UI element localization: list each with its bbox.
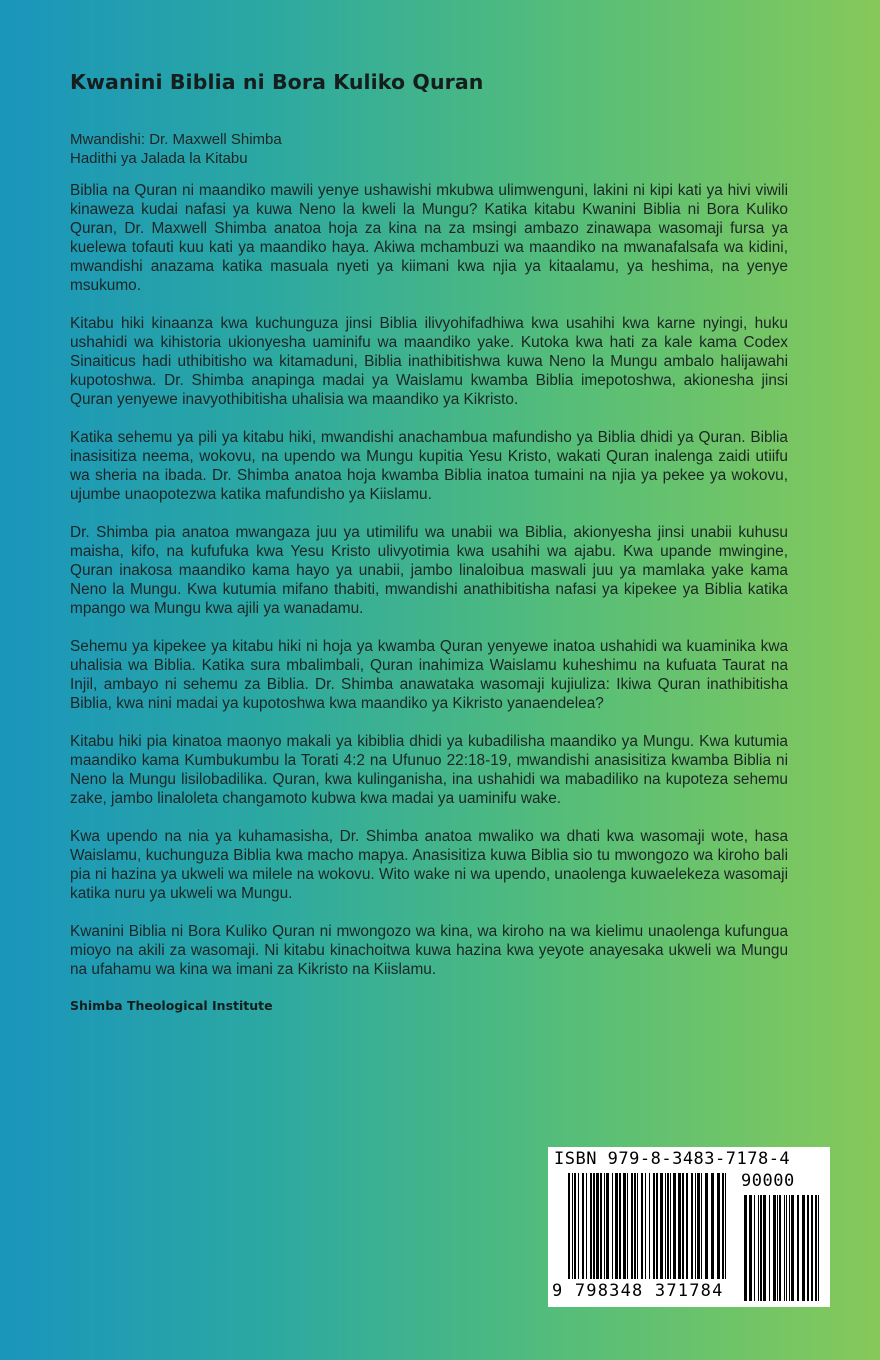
barcode-bar <box>645 1173 646 1279</box>
barcode-bar <box>807 1195 809 1301</box>
barcode-bar <box>711 1173 714 1279</box>
barcode-bar <box>682 1173 684 1279</box>
paragraph-3: Katika sehemu ya pili ya kitabu hiki, mwandishi anachambua mafundisho ya Biblia dhidi ya Quran. Biblia inasisitiza neema, wokovu, na upendo wa Mungu kupitia Yesu Kristo, wakati Quran inalenga zaidi utiifu wa sheria na ibada. Dr. Shimba anatoa hoja kwamba Biblia inatoa tumaini na njia ya pekee ya wokovu, ujumbe unaopotezwa katika mafundisho ya Kiislamu. <box>70 429 788 503</box>
barcode-bar <box>586 1173 587 1279</box>
barcode-bar <box>596 1173 599 1279</box>
barcode-bar <box>572 1173 573 1279</box>
barcode-bar <box>769 1195 770 1301</box>
paragraph-7: Kwa upendo na nia ya kuhamasisha, Dr. Shimba anatoa mwaliko wa dhati kwa wasomaji wote, hasa Waislamu, kuchunguza Biblia kwa macho mapya. Anasisitiza kuwa Biblia sio tu mwongozo wa kiroho bali pia ni hazina ya ukweli wa milele na wokovu. Wito wake ni wa upendo, unaolenga kuwaelekeza wasomaji katika nuru ya ukweli wa Mungu. <box>70 828 788 902</box>
barcode-bar <box>717 1173 720 1279</box>
barcode-bar <box>749 1195 752 1301</box>
barcode-bar <box>722 1173 724 1279</box>
barcode-bar <box>627 1173 628 1279</box>
barcode-bar <box>670 1173 671 1279</box>
barcode-bar <box>660 1173 663 1279</box>
barcode-bar <box>653 1173 655 1279</box>
barcode-bar <box>634 1173 636 1279</box>
barcode-bar <box>695 1173 696 1279</box>
barcode-bar <box>623 1173 626 1279</box>
barcode-bar <box>701 1173 702 1279</box>
barcode-bar <box>705 1173 708 1279</box>
barcode-bar <box>797 1195 799 1301</box>
barcode-bar <box>760 1195 762 1301</box>
barcode-bar <box>818 1195 819 1301</box>
barcode-bar <box>665 1173 666 1279</box>
barcode-bar <box>815 1195 817 1301</box>
barcode-bar <box>604 1173 605 1279</box>
barcode-bar <box>777 1195 778 1301</box>
barcode-bar <box>697 1173 700 1279</box>
barcode-bar <box>649 1173 650 1279</box>
barcode-bar <box>578 1173 579 1279</box>
isbn-label: ISBN 979-8-3483-7178-4 <box>554 1149 791 1169</box>
barcode-bar <box>791 1195 794 1301</box>
barcode-bar <box>637 1173 638 1279</box>
paragraph-1: Biblia na Quran ni maandiko mawili yenye ushawishi mkubwa ulimwenguni, lakini ni kipi kati ya hivi viwili kinaweza kudai nafasi ya kuwa Neno la kweli la Mungu? Katika kitabu Kwanini Biblia ni Bora Kuliko Quran, Dr. Maxwell Shimba anatoa hoja za kina na za msingi ambazo zinawapa wasomaji fursa ya kuelewa tofauti kuu kati ya maandiko haya. Akiwa mchambuzi wa maandiko na mwanafalsafa wa kidini, mwandishi anazama katika masuala nyeti ya kiimani kwa njia ya kitaalamu, ya heshima, na yenye msukumo. <box>70 182 788 294</box>
barcode-bar <box>631 1173 633 1279</box>
barcode-bar <box>590 1173 592 1279</box>
price-code: 90000 <box>741 1171 795 1191</box>
barcode-bar <box>786 1195 787 1301</box>
barcode-bar <box>691 1173 693 1279</box>
ean-digits: 9 798348 371784 <box>552 1281 724 1301</box>
barcode-bar <box>811 1195 813 1301</box>
isbn-barcode <box>548 1147 830 1307</box>
barcode-bar <box>758 1195 759 1301</box>
paragraph-8: Kwanini Biblia ni Bora Kuliko Quran ni mwongozo wa kina, wa kiroho na wa kielimu unaolenga kufungua mioyo na akili za wasomaji. Ni kitabu kinachoitwa kuwa hazina kwa yeyote anayesaka ukweli wa Mungu na ufahamu wa kina wa imani za Kikristo na Kiislamu. <box>70 923 788 978</box>
book-title: Kwanini Biblia ni Bora Kuliko Quran <box>70 70 484 94</box>
barcode-bar <box>593 1173 595 1279</box>
barcode-bar <box>606 1173 609 1279</box>
barcode-bar <box>641 1173 643 1279</box>
author-block <box>70 130 788 168</box>
barcode-bar <box>725 1173 726 1279</box>
barcode-bar <box>673 1173 676 1279</box>
barcode-bar <box>779 1195 781 1301</box>
barcode-bar <box>600 1173 602 1279</box>
author-line: Mwandishi: Dr. Maxwell Shimba <box>70 131 282 148</box>
subtitle-line: Hadithi ya Jalada la Kitabu <box>70 150 248 167</box>
paragraph-2: Kitabu hiki kinaanza kwa kuchunguza jinsi Biblia ilivyohifadhiwa kwa usahihi kwa karne nyingi, huku ushahidi wa kihistoria ukionyesha uaminifu wa maandiko yake. Kutoka kwa hati za kale kama Codex Sinaiticus hadi uthibitisho wa kitamaduni, Biblia inathibitishwa kuwa Neno la Mungu ambalo halijawahi kupotoshwa. Dr. Shimba anapinga madai ya Waislamu kwamba Biblia imepotoshwa, akionesha jinsi Quran yenyewe inavyothibitisha uhalisia wa maandiko ya Kikristo. <box>70 315 788 408</box>
barcode-bar <box>784 1195 785 1301</box>
back-cover-text <box>70 70 788 1013</box>
barcode-bar <box>744 1195 747 1301</box>
barcode-bar <box>789 1195 790 1301</box>
barcode-bar <box>582 1173 584 1279</box>
paragraph-4: Dr. Shimba pia anatoa mwangaza juu ya utimilifu wa unabii wa Biblia, akionyesha jinsi unabii kuhusu maisha, kifo, na kufufuka kwa Yesu Kristo ulivyotimia kwa usahihi wa ajabu. Kwa upande mwingine, Quran inakosa maandiko kama hayo ya unabii, jambo linaloibua maswali juu ya mamlaka yake kama Neno la Mungu. Kwa kutumia mifano thabiti, mwandishi anathibitisha nafasi ya kipekee ya Biblia katika mpango wa Mungu kwa ajili ya wanadamu. <box>70 524 788 617</box>
barcode-bar <box>678 1173 681 1279</box>
barcode-bar <box>619 1173 621 1279</box>
barcode-bar <box>615 1173 618 1279</box>
publisher-name: Shimba Theological Institute <box>70 998 273 1013</box>
paragraph-6: Kitabu hiki pia kinatoa maonyo makali ya kibiblia dhidi ya kubadilisha maandiko ya Mungu. Kwa kutumia maandiko kama Kumbukumbu la Torati 4:2 na Ufunuo 22:18-19, mwandishi anasisitiza kwamba Biblia ni Neno la Mungu lisilobadilika. Quran, kwa kulinganisha, ina ushahidi wa mabadiliko na kupoteza sehemu zake, jambo linaloleta changamoto kubwa kwa madai ya uaminifu wake. <box>70 733 788 807</box>
barcode-bar <box>574 1173 576 1279</box>
barcode-bar <box>568 1173 570 1279</box>
barcode-bar <box>612 1173 613 1279</box>
barcode-bar <box>754 1195 755 1301</box>
barcode-bar <box>656 1173 658 1279</box>
barcode-bar <box>686 1173 688 1279</box>
paragraph-5: Sehemu ya kipekee ya kitabu hiki ni hoja ya kwamba Quran yenyewe inatoa ushahidi wa kuaminika kwa uhalisia wa Biblia. Katika sura mbalimbali, Quran inahimiza Waislamu kuheshimu na kufuata Taurat na Injil, ambayo ni sehemu za Biblia. Dr. Shimba anawataka wasomaji kujiuliza: Ikiwa Quran inathibitisha Biblia, kwa nini madai ya kupotoshwa kwa maandiko ya Kikristo yanaendelea? <box>70 638 788 712</box>
barcode-bar <box>667 1173 669 1279</box>
barcode-bar <box>773 1195 776 1301</box>
barcode-bar <box>763 1195 766 1301</box>
barcode-bar <box>802 1195 805 1301</box>
